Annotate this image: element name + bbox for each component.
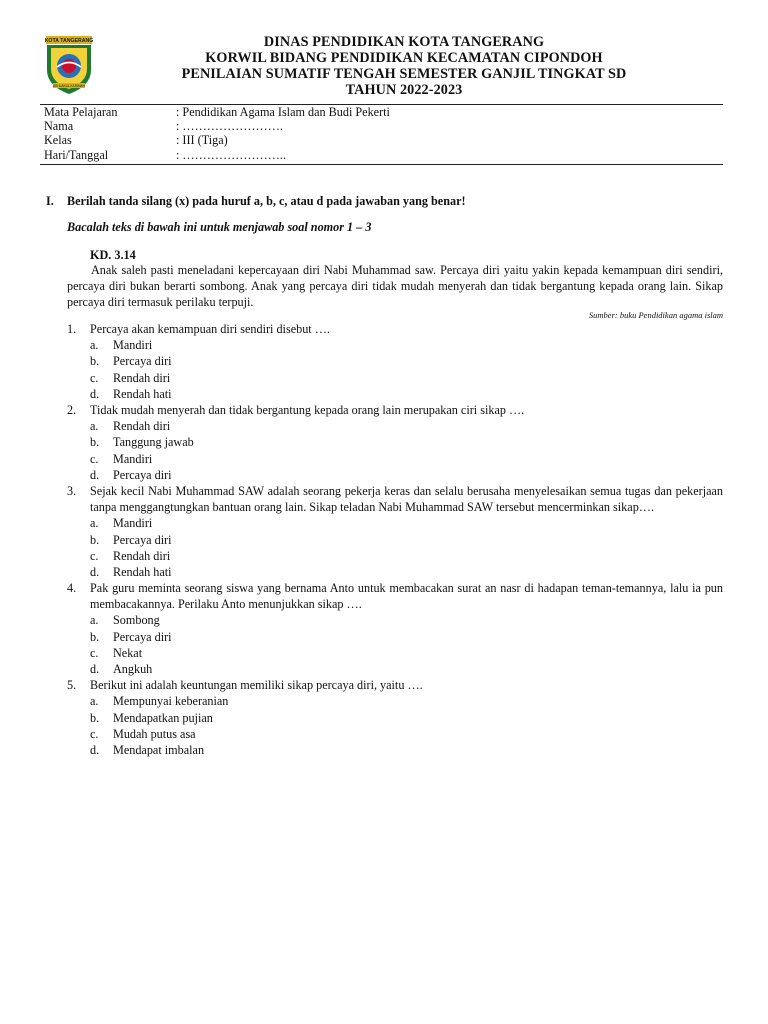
option-letter: c. [90,645,99,660]
option-letter: b. [90,435,100,450]
option-text: Mudah putus asa [113,726,196,741]
question-text: Sejak kecil Nabi Muhammad SAW adalah seorang pekerja keras dan selalu berusaha menyelesaikan semua tugas dan pekerjaan tanpa menggangtungkan bantuan orang lain. Sikap teladan Nabi Muhammad SAW tersebut mencerminkan sikap…. [90,483,723,515]
header-title-line-1: DINAS PENDIDIKAN KOTA TANGERANG [263,34,545,50]
option-letter: d. [90,742,100,757]
identity-row-name [44,119,719,133]
option-letter: b. [90,710,100,725]
option-letter: c. [90,726,99,741]
option-letter: d. [90,467,100,482]
option-letter: b. [90,354,100,369]
logo-text: KOTA TANGERANG [44,38,94,45]
option-text: Nekat [113,645,143,660]
option-letter: c. [90,548,99,563]
question-text: Berikut ini adalah keuntungan memiliki sikap percaya diri, yaitu …. [90,678,423,693]
section-heading [46,194,726,208]
answer-options [67,612,723,677]
question-number: 5. [67,678,77,693]
option-letter: a. [90,613,99,628]
option-letter: d. [90,386,100,401]
answer-options [67,337,723,402]
option-text: Percaya diri [113,354,172,369]
question-number: 3. [67,483,77,498]
identity-row-class [44,133,719,147]
option-text: Sombong [113,613,160,628]
question-number: 4. [67,581,77,596]
answer-options [67,693,723,758]
answer-option[interactable] [90,532,723,548]
question-item [67,580,723,677]
reading-passage: Anak saleh pasti meneladani kepercayaan diri Nabi Muhammad saw. Percaya diri yaitu yakin kepada kemampuan diri sendiri, percaya diri bukan berarti sombong. Anak yang percaya diri tidak mudah menyerah dan tidak bergantung kepada orang lain. Sikap percaya diri termasuk perilaku terpuji. [67,263,723,310]
identity-row-date [44,148,719,162]
option-text: Rendah diri [113,419,171,434]
header-title-line-2: KORWIL BIDANG PENDIDIKAN KECAMATAN CIPONDOH [205,50,603,66]
passage-source: Sumber: buku Pendidikan agama islam [588,310,723,320]
option-text: Mempunyai keberanian [113,694,229,709]
option-text: Tanggung jawab [113,435,194,450]
question-item [67,677,723,758]
option-letter: c. [90,370,99,385]
answer-option[interactable] [90,548,723,564]
identity-label: Hari/Tanggal [44,147,109,162]
option-text: Rendah hati [113,386,172,401]
option-text: Rendah diri [113,548,171,563]
answer-option[interactable] [90,629,723,645]
question-item [67,321,723,402]
answer-option[interactable] [90,742,723,758]
answer-option[interactable] [90,645,723,661]
question-text: Pak guru meminta seorang siswa yang bernama Anto untuk membacakan surat an nasr di hadapan teman-temannya, lalu ia pun membacakannya. Perilaku Anto menunjukkan sikap …. [90,581,723,612]
option-letter: c. [90,451,99,466]
answer-option[interactable] [90,353,723,369]
question-item [67,402,723,483]
answer-option[interactable] [90,710,723,726]
option-text: Percaya diri [113,629,172,644]
answer-options [67,515,723,580]
option-letter: d. [90,564,100,579]
option-text: Mandiri [113,338,153,353]
question-number: 2. [67,402,77,417]
option-text: Mandiri [113,451,153,466]
answer-options [67,418,723,483]
answer-option[interactable] [90,418,723,434]
answer-option[interactable] [90,515,723,531]
identity-label: Kelas [44,133,72,148]
option-letter: a. [90,338,99,353]
identity-row-subject [44,105,719,119]
answer-option[interactable] [90,726,723,742]
option-text: Angkuh [113,662,153,677]
answer-option[interactable] [90,451,723,467]
option-text: Rendah hati [113,564,172,579]
header-title-line-3: PENILAIAN SUMATIF TENGAH SEMESTER GANJIL TINGKAT SD [181,66,627,82]
header-title-line-4: TAHUN 2022-2023 [345,82,463,98]
option-letter: a. [90,419,99,434]
student-identity-block [40,104,723,165]
option-letter: a. [90,516,99,531]
option-letter: a. [90,694,99,709]
option-text: Mandiri [113,516,153,531]
answer-option[interactable] [90,661,723,677]
question-number: 1. [67,322,77,336]
identity-value: : ……………………. [176,119,283,134]
option-letter: b. [90,629,100,644]
logo-motto: AKHLAKUL KARIMAH [53,84,85,88]
document-header [40,34,730,104]
question-text: Tidak mudah menyerah dan tidak bergantung kepada orang lain merupakan ciri sikap …. [90,402,525,417]
competency-code: KD. 3.14 [90,248,136,262]
identity-label: Nama [44,119,74,134]
option-text: Mendapat imbalan [113,742,205,757]
answer-option[interactable] [90,337,723,353]
answer-option[interactable] [90,386,723,402]
question-item [67,483,723,580]
reading-instruction: Bacalah teks di bawah ini untuk menjawab soal nomor 1 – 3 [67,220,372,234]
section-text: Berilah tanda silang (x) pada huruf a, b, c, atau d pada jawaban yang benar! [67,194,466,208]
option-text: Mendapatkan pujian [113,710,213,725]
answer-option[interactable] [90,564,723,580]
question-text: Percaya akan kemampuan diri sendiri disebut …. [90,322,330,336]
question-list [67,321,723,758]
option-letter: b. [90,532,100,547]
identity-value: : III (Tiga) [176,133,228,148]
header-titles [40,34,730,98]
answer-option[interactable] [90,370,723,386]
answer-option[interactable] [90,467,723,483]
section-number: I. [46,194,54,208]
option-text: Percaya diri [113,532,172,547]
option-text: Rendah diri [113,370,171,385]
answer-option[interactable] [90,612,723,628]
option-letter: d. [90,662,100,677]
answer-option[interactable] [90,693,723,709]
option-text: Percaya diri [113,467,172,482]
identity-value: : Pendidikan Agama Islam dan Budi Pekerti [176,105,390,119]
identity-label: Mata Pelajaran [44,105,118,119]
identity-value: : …………………….. [176,147,287,162]
answer-option[interactable] [90,434,723,450]
